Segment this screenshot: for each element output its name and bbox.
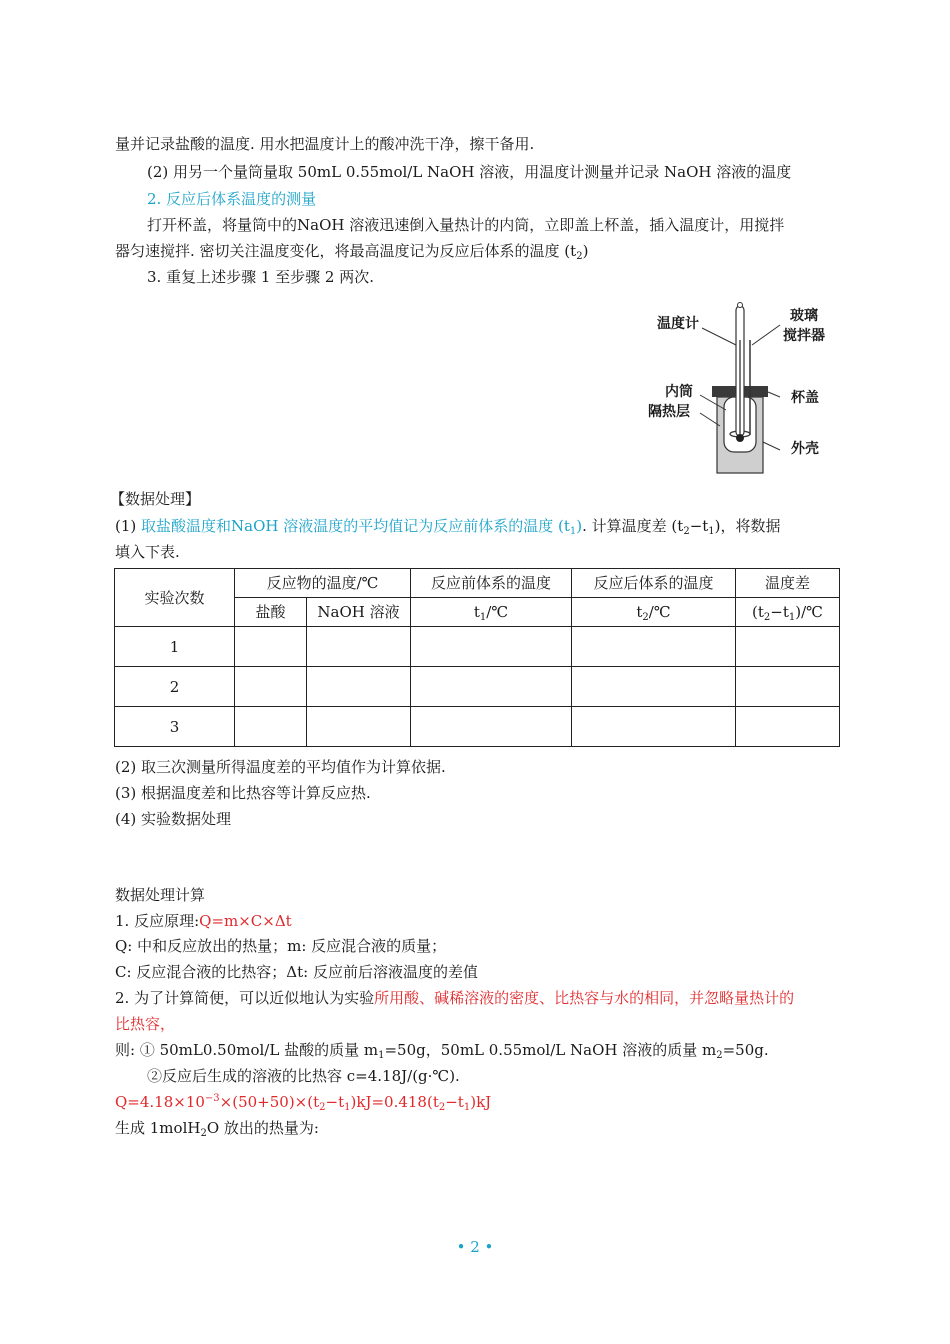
text-line: 则: ① 50mL0.50mol/L 盐酸的质量 $m_1=50g$，50mL 0.55mol/L NaOH 溶液的质量 $m_2=50g$. xyxy=(115,1041,769,1061)
text-line: 量并记录盐酸的温度. 用水把温度计上的酸冲洗干净，擦干备用. xyxy=(115,135,535,153)
text-line: 2. 为了计算简便，可以近似地认为实验所用酸、碱稀溶液的密度、比热容与水的相同，并忽略量热计的 xyxy=(115,989,795,1007)
text-line: 器匀速搅拌. 密切关注温度变化，将最高温度记为反应后体系的温度 $(t_2)$ xyxy=(115,242,589,262)
text-line: Q: 中和反应放出的热量；m: 反应混合液的质量； xyxy=(115,937,447,955)
text-line: 打开杯盖，将量筒中的NaOH 溶液迅速倒入量热计的内筒，立即盖上杯盖，插入温度计，用搅拌 xyxy=(147,216,785,234)
text-line: (4) 实验数据处理 xyxy=(115,810,232,828)
text-line: 生成 1molH$_2$O 放出的热量为: xyxy=(115,1119,319,1139)
text-line: 比热容， xyxy=(115,1015,176,1033)
text-line: ②反应后生成的溶液的比热容 c=4.18J/(g·℃). xyxy=(147,1067,460,1085)
header-trial: 实验次数 xyxy=(115,569,235,627)
text-line: 填入下表. xyxy=(115,543,180,561)
text-line: 3. 重复上述步骤 1 至步骤 2 两次. xyxy=(147,268,375,286)
page-number: • 2 • xyxy=(456,1238,494,1256)
label-stirrer: 搅拌器 xyxy=(783,328,825,344)
subheader-hcl: 盐酸 xyxy=(235,598,307,627)
table-row: 3 xyxy=(115,707,840,747)
subheader-t1: $t_1/℃$ xyxy=(411,598,572,627)
calorimeter-figure xyxy=(640,300,840,480)
leader-line xyxy=(702,328,736,345)
leader-line xyxy=(763,442,780,450)
text-line: C: 反应混合液的比热容；Δt: 反应前后溶液温度的差值 xyxy=(115,963,478,981)
label-lid: 杯盖 xyxy=(791,390,819,406)
label-inner: 内筒 xyxy=(665,384,693,400)
data-heading: 【数据处理】 xyxy=(110,490,201,508)
label-insulation: 隔热层 xyxy=(648,404,690,420)
text-line: (1) 取盐酸温度和NaOH 溶液温度的平均值记为反应前体系的温度 $(t_1)$. 计算温度差 $(t_2-t_1)$，将数据 xyxy=(115,517,781,537)
text-line: (2) 用另一个量筒量取 50mL 0.55mol/L NaOH 溶液，用温度计测量并记录 NaOH 溶液的温度 xyxy=(147,163,792,181)
text-line: 1. 反应原理:Q=m×C×Δt xyxy=(115,912,292,930)
leader-line xyxy=(752,325,780,345)
thermometer-bulb xyxy=(736,434,744,442)
header-reactant: 反应物的温度/℃ xyxy=(235,569,411,598)
subheader-t2: $t_2/℃$ xyxy=(572,598,736,627)
data-table xyxy=(114,568,840,747)
thermometer-top xyxy=(738,303,743,308)
header-before: 反应前体系的温度 xyxy=(411,569,572,598)
header-after: 反应后体系的温度 xyxy=(572,569,736,598)
table-row: 1 xyxy=(115,627,840,667)
text-line: (2) 取三次测量所得温度差的平均值作为计算依据. xyxy=(115,758,446,776)
label-glass: 玻璃 xyxy=(790,308,818,324)
subheader-naoh: NaOH 溶液 xyxy=(307,598,411,627)
label-shell: 外壳 xyxy=(791,441,819,457)
subheader-diff: $(t_2-t_1)/℃$ xyxy=(736,598,840,627)
text-line: (3) 根据温度差和比热容等计算反应热. xyxy=(115,784,371,802)
section-heading: 2. 反应后体系温度的测量 xyxy=(147,190,317,208)
formula-line: $Q=4.18\times 10^{-3}\times(50+50)\times(t_2-t_1)kJ=0.418(t_2-t_1)kJ$ xyxy=(115,1093,492,1113)
table-row: 2 xyxy=(115,667,840,707)
leader-line xyxy=(768,392,780,397)
formula: Q=m×C×Δt xyxy=(199,912,292,930)
calc-title: 数据处理计算 xyxy=(115,886,206,904)
label-thermometer: 温度计 xyxy=(657,316,699,332)
header-diff: 温度差 xyxy=(736,569,840,598)
